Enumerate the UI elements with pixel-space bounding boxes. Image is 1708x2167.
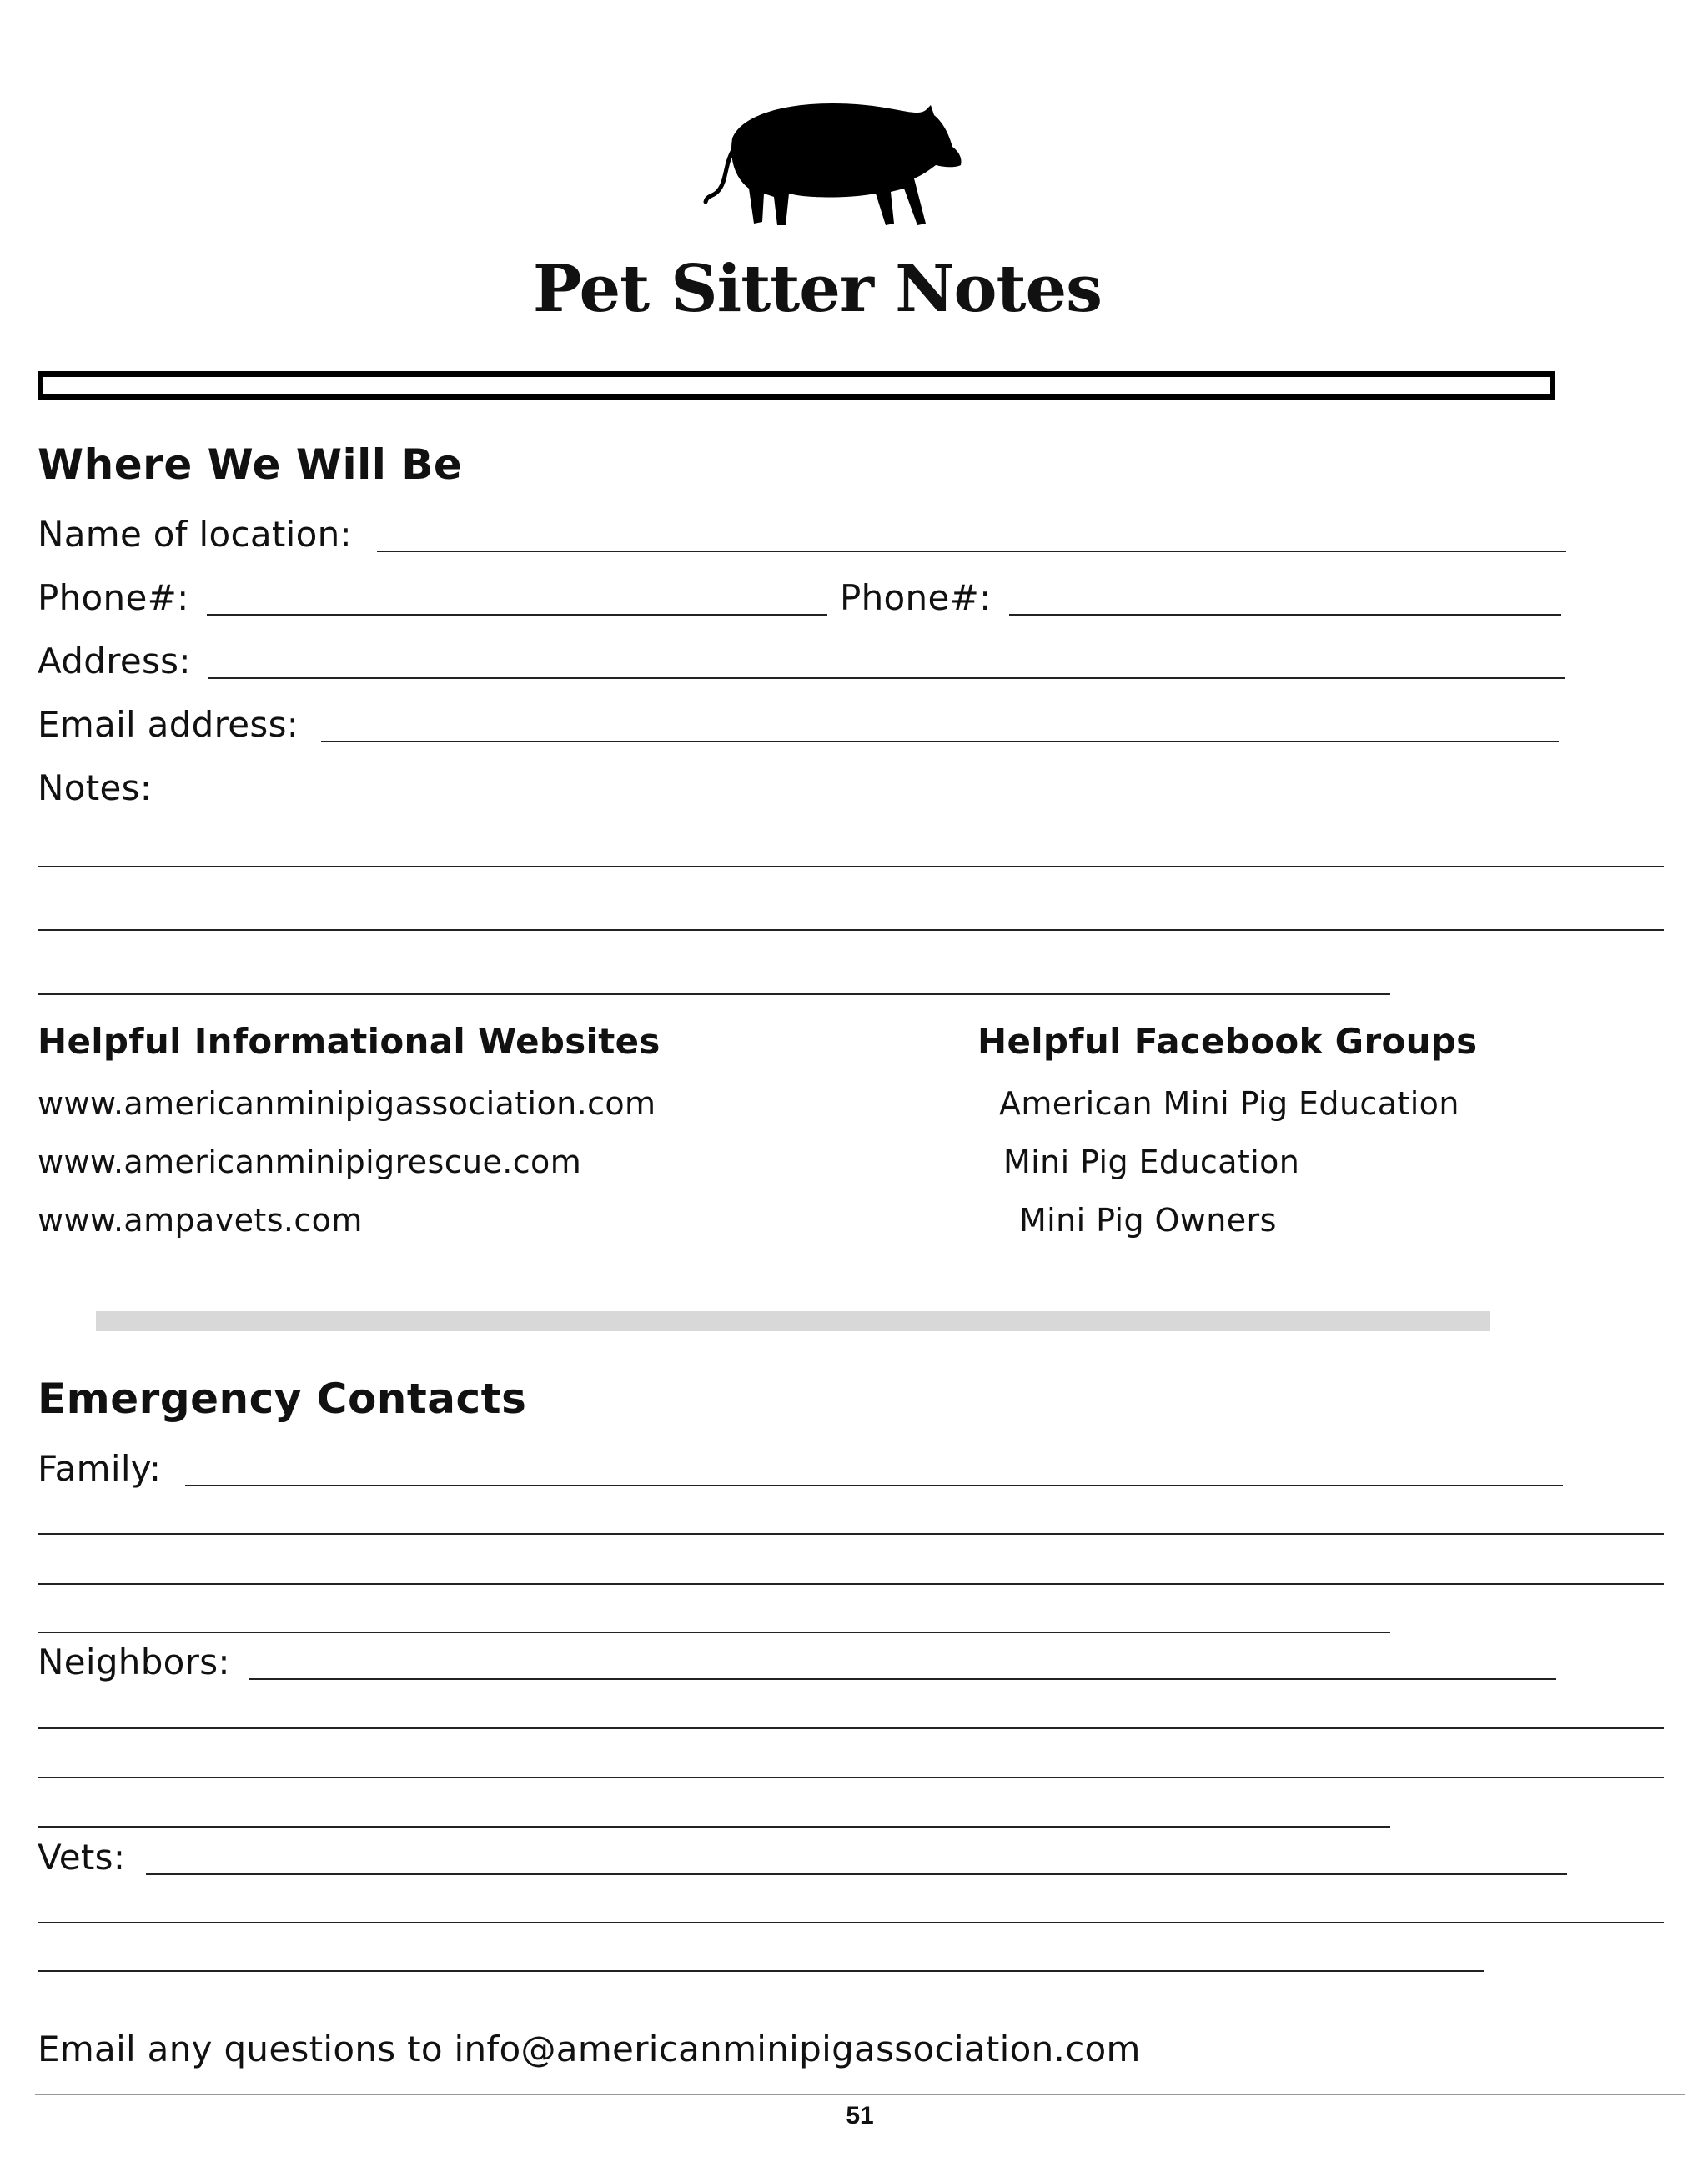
footer-rule bbox=[35, 2094, 1685, 2095]
location-name-field[interactable] bbox=[377, 551, 1566, 552]
phone-label-2: Phone#: bbox=[840, 577, 992, 618]
email-label: Email address: bbox=[38, 704, 299, 745]
notes-line[interactable] bbox=[38, 866, 1664, 867]
facebook-heading: Helpful Facebook Groups bbox=[977, 1021, 1478, 1062]
facebook-group-item: Mini Pig Education bbox=[1003, 1144, 1300, 1180]
vets-label: Vets: bbox=[38, 1837, 126, 1878]
pig-silhouette-icon bbox=[699, 98, 966, 249]
family-line[interactable] bbox=[38, 1632, 1390, 1633]
address-label: Address: bbox=[38, 641, 191, 681]
websites-heading: Helpful Informational Websites bbox=[38, 1021, 661, 1062]
website-link-rescue[interactable]: www.americanminipigrescue.com bbox=[38, 1144, 582, 1180]
section-divider bbox=[96, 1311, 1490, 1331]
title-frame bbox=[38, 371, 1555, 400]
phone-field-2[interactable] bbox=[1009, 614, 1561, 616]
location-name-label: Name of location: bbox=[38, 514, 352, 555]
neighbors-field[interactable] bbox=[249, 1678, 1556, 1680]
phone-field-1[interactable] bbox=[207, 614, 827, 616]
email-field[interactable] bbox=[321, 741, 1559, 742]
vets-line[interactable] bbox=[38, 1922, 1664, 1923]
contact-email-text: Email any questions to info@americanminipigassociation.com bbox=[38, 2029, 1141, 2069]
neighbors-line[interactable] bbox=[38, 1777, 1664, 1778]
vets-line[interactable] bbox=[38, 1970, 1484, 1972]
website-link-ampavets[interactable]: www.ampavets.com bbox=[38, 1202, 363, 1239]
address-field[interactable] bbox=[208, 677, 1565, 679]
family-line[interactable] bbox=[38, 1533, 1664, 1535]
facebook-group-item: Mini Pig Owners bbox=[1019, 1202, 1277, 1239]
website-link-ampa[interactable]: www.americanminipigassociation.com bbox=[38, 1085, 656, 1122]
facebook-group-item: American Mini Pig Education bbox=[999, 1085, 1459, 1122]
vets-field[interactable] bbox=[146, 1873, 1567, 1875]
family-line[interactable] bbox=[38, 1583, 1664, 1585]
notes-line[interactable] bbox=[38, 929, 1664, 931]
phone-label-1: Phone#: bbox=[38, 577, 189, 618]
neighbors-line[interactable] bbox=[38, 1727, 1664, 1729]
notes-line[interactable] bbox=[38, 993, 1390, 995]
section-heading-emergency: Emergency Contacts bbox=[38, 1375, 527, 1423]
page-title: Pet Sitter Notes bbox=[532, 251, 1103, 327]
notes-label: Notes: bbox=[38, 767, 153, 808]
section-heading-where: Where We Will Be bbox=[38, 440, 463, 489]
page-number: 51 bbox=[846, 2102, 874, 2129]
family-field[interactable] bbox=[185, 1485, 1563, 1486]
neighbors-line[interactable] bbox=[38, 1826, 1390, 1828]
family-label: Family: bbox=[38, 1448, 162, 1489]
neighbors-label: Neighbors: bbox=[38, 1642, 230, 1682]
